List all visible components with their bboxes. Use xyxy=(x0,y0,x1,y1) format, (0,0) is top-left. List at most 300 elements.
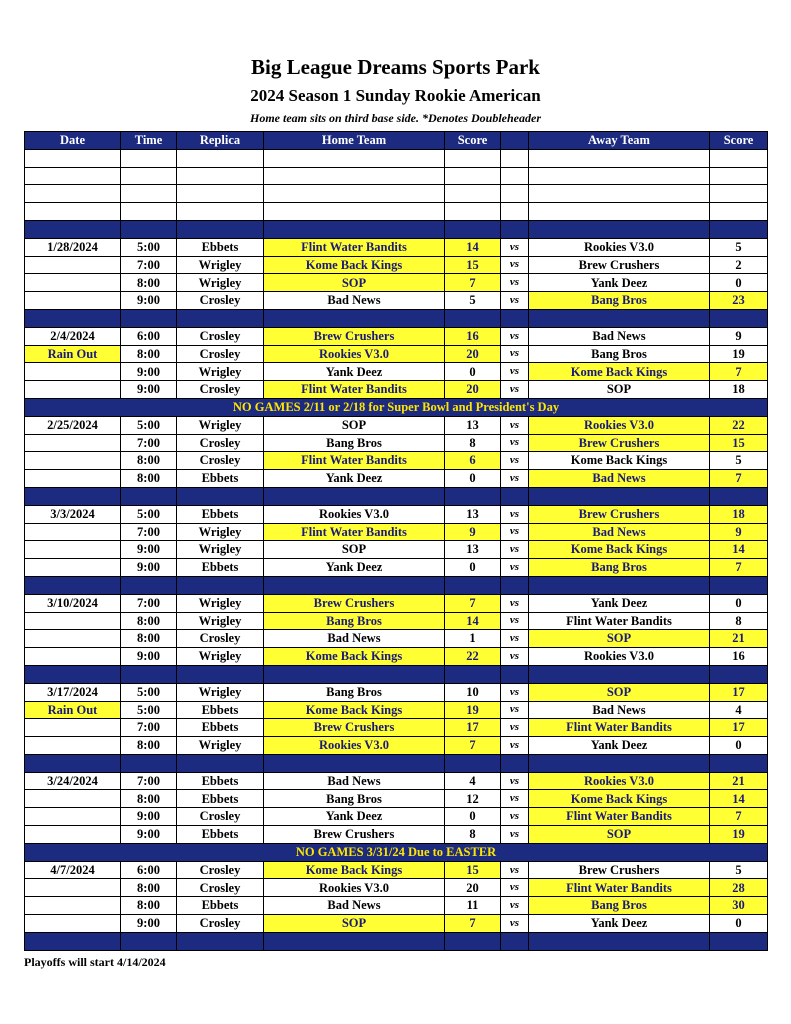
game-row xyxy=(25,790,768,808)
empty-cell xyxy=(445,203,501,221)
away-score-cell: 8 xyxy=(710,612,768,630)
time-cell: 8:00 xyxy=(121,790,177,808)
empty-cell xyxy=(501,203,529,221)
separator-cell xyxy=(501,487,529,505)
home-team-cell: Bang Bros xyxy=(264,434,445,452)
replica-cell: Ebbets xyxy=(177,559,264,577)
date-cell xyxy=(25,470,121,488)
game-row xyxy=(25,541,768,559)
home-team-cell: Rookies V3.0 xyxy=(264,879,445,897)
home-team-cell: Brew Crushers xyxy=(264,719,445,737)
home-team-cell: Yank Deez xyxy=(264,470,445,488)
blank-row xyxy=(25,167,768,185)
separator-cell xyxy=(25,754,121,772)
time-cell: 7:00 xyxy=(121,772,177,790)
time-cell: 9:00 xyxy=(121,381,177,399)
vs-cell: vs xyxy=(501,612,529,630)
separator-cell xyxy=(264,932,445,950)
away-score-cell: 9 xyxy=(710,523,768,541)
separator-cell xyxy=(445,665,501,683)
time-cell: 7:00 xyxy=(121,719,177,737)
away-score-cell: 19 xyxy=(710,826,768,844)
home-score-cell: 19 xyxy=(445,701,501,719)
vs-cell: vs xyxy=(501,826,529,844)
away-score-cell: 7 xyxy=(710,559,768,577)
separator-cell xyxy=(445,576,501,594)
page-title: Big League Dreams Sports Park xyxy=(251,55,540,79)
home-score-cell: 8 xyxy=(445,434,501,452)
separator-cell xyxy=(529,932,710,950)
away-team-cell: Bad News xyxy=(529,523,710,541)
game-row xyxy=(25,434,768,452)
separator-cell xyxy=(264,576,445,594)
game-row xyxy=(25,630,768,648)
game-row xyxy=(25,559,768,577)
replica-cell: Crosley xyxy=(177,452,264,470)
home-team-cell: Kome Back Kings xyxy=(264,648,445,666)
separator-cell xyxy=(177,576,264,594)
time-cell: 9:00 xyxy=(121,541,177,559)
away-team-cell: Bad News xyxy=(529,470,710,488)
away-team-cell: Rookies V3.0 xyxy=(529,238,710,256)
home-team-cell: Yank Deez xyxy=(264,808,445,826)
separator-cell xyxy=(25,576,121,594)
date-cell xyxy=(25,719,121,737)
vs-cell: vs xyxy=(501,737,529,755)
vs-cell: vs xyxy=(501,772,529,790)
separator-cell xyxy=(710,220,768,238)
separator-cell xyxy=(177,932,264,950)
separator-cell xyxy=(501,309,529,327)
separator-cell xyxy=(121,220,177,238)
home-score-cell: 20 xyxy=(445,381,501,399)
away-score-cell: 5 xyxy=(710,861,768,879)
time-cell: 9:00 xyxy=(121,915,177,933)
away-team-cell: SOP xyxy=(529,683,710,701)
replica-cell: Wrigley xyxy=(177,683,264,701)
home-score-cell: 15 xyxy=(445,256,501,274)
away-score-cell: 21 xyxy=(710,772,768,790)
time-cell: 5:00 xyxy=(121,683,177,701)
home-score-cell: 17 xyxy=(445,719,501,737)
empty-cell xyxy=(177,149,264,167)
separator-cell xyxy=(445,487,501,505)
col-header-home-team: Home Team xyxy=(264,132,445,150)
separator-row xyxy=(25,487,768,505)
col-header-vs xyxy=(501,132,529,150)
home-score-cell: 0 xyxy=(445,470,501,488)
game-row xyxy=(25,772,768,790)
replica-cell: Wrigley xyxy=(177,737,264,755)
separator-cell xyxy=(710,309,768,327)
away-score-cell: 15 xyxy=(710,434,768,452)
date-cell xyxy=(25,915,121,933)
schedule-table xyxy=(24,131,768,951)
notice-text: NO GAMES 3/31/24 Due to EASTER xyxy=(25,843,768,861)
replica-cell: Ebbets xyxy=(177,238,264,256)
table-header-row xyxy=(25,132,768,150)
separator-cell xyxy=(121,576,177,594)
time-cell: 8:00 xyxy=(121,274,177,292)
empty-cell xyxy=(710,185,768,203)
empty-cell xyxy=(25,149,121,167)
home-score-cell: 13 xyxy=(445,505,501,523)
replica-cell: Wrigley xyxy=(177,363,264,381)
empty-cell xyxy=(529,149,710,167)
separator-cell xyxy=(264,220,445,238)
home-score-cell: 14 xyxy=(445,612,501,630)
away-team-cell: Kome Back Kings xyxy=(529,452,710,470)
away-score-cell: 18 xyxy=(710,381,768,399)
separator-row xyxy=(25,754,768,772)
home-score-cell: 20 xyxy=(445,345,501,363)
vs-cell: vs xyxy=(501,630,529,648)
home-score-cell: 20 xyxy=(445,879,501,897)
vs-cell: vs xyxy=(501,648,529,666)
away-team-cell: Bang Bros xyxy=(529,897,710,915)
home-team-cell: Bad News xyxy=(264,292,445,310)
home-score-cell: 16 xyxy=(445,327,501,345)
separator-cell xyxy=(445,220,501,238)
away-score-cell: 19 xyxy=(710,345,768,363)
time-cell: 9:00 xyxy=(121,363,177,381)
game-row xyxy=(25,381,768,399)
away-team-cell: Bang Bros xyxy=(529,345,710,363)
away-score-cell: 14 xyxy=(710,790,768,808)
game-row xyxy=(25,701,768,719)
replica-cell: Wrigley xyxy=(177,416,264,434)
home-team-cell: SOP xyxy=(264,915,445,933)
away-score-cell: 0 xyxy=(710,274,768,292)
game-row xyxy=(25,274,768,292)
replica-cell: Ebbets xyxy=(177,826,264,844)
time-cell: 8:00 xyxy=(121,612,177,630)
game-row xyxy=(25,915,768,933)
separator-cell xyxy=(25,932,121,950)
away-team-cell: Brew Crushers xyxy=(529,434,710,452)
home-team-cell: SOP xyxy=(264,274,445,292)
empty-cell xyxy=(710,167,768,185)
empty-cell xyxy=(177,185,264,203)
game-row xyxy=(25,612,768,630)
replica-cell: Wrigley xyxy=(177,523,264,541)
home-team-cell: Kome Back Kings xyxy=(264,256,445,274)
game-row xyxy=(25,683,768,701)
vs-cell: vs xyxy=(501,861,529,879)
separator-cell xyxy=(710,487,768,505)
date-cell xyxy=(25,879,121,897)
separator-cell xyxy=(121,932,177,950)
separator-cell xyxy=(25,309,121,327)
home-score-cell: 10 xyxy=(445,683,501,701)
away-score-cell: 0 xyxy=(710,915,768,933)
empty-cell xyxy=(121,185,177,203)
home-team-cell: Bad News xyxy=(264,897,445,915)
separator-cell xyxy=(501,576,529,594)
separator-cell xyxy=(501,665,529,683)
footer-note: Playoffs will start 4/14/2024 xyxy=(24,955,166,969)
time-cell: 9:00 xyxy=(121,292,177,310)
game-row xyxy=(25,345,768,363)
time-cell: 8:00 xyxy=(121,737,177,755)
away-score-cell: 0 xyxy=(710,737,768,755)
away-team-cell: Kome Back Kings xyxy=(529,541,710,559)
date-cell xyxy=(25,363,121,381)
home-score-cell: 22 xyxy=(445,648,501,666)
empty-cell xyxy=(25,185,121,203)
time-cell: 9:00 xyxy=(121,648,177,666)
vs-cell: vs xyxy=(501,345,529,363)
separator-cell xyxy=(177,309,264,327)
away-team-cell: SOP xyxy=(529,630,710,648)
empty-cell xyxy=(264,167,445,185)
game-row xyxy=(25,826,768,844)
replica-cell: Ebbets xyxy=(177,719,264,737)
home-team-cell: Rookies V3.0 xyxy=(264,737,445,755)
home-score-cell: 13 xyxy=(445,541,501,559)
replica-cell: Ebbets xyxy=(177,505,264,523)
home-score-cell: 4 xyxy=(445,772,501,790)
separator-row xyxy=(25,220,768,238)
separator-cell xyxy=(710,932,768,950)
time-cell: 7:00 xyxy=(121,256,177,274)
home-team-cell: Flint Water Bandits xyxy=(264,452,445,470)
separator-cell xyxy=(25,220,121,238)
col-header-replica: Replica xyxy=(177,132,264,150)
replica-cell: Crosley xyxy=(177,808,264,826)
game-row xyxy=(25,327,768,345)
away-team-cell: Brew Crushers xyxy=(529,256,710,274)
home-team-cell: Bang Bros xyxy=(264,612,445,630)
vs-cell: vs xyxy=(501,701,529,719)
empty-cell xyxy=(501,167,529,185)
blank-row xyxy=(25,185,768,203)
empty-cell xyxy=(445,185,501,203)
vs-cell: vs xyxy=(501,808,529,826)
home-score-cell: 7 xyxy=(445,915,501,933)
separator-cell xyxy=(529,309,710,327)
replica-cell: Wrigley xyxy=(177,541,264,559)
replica-cell: Wrigley xyxy=(177,274,264,292)
date-cell: Rain Out xyxy=(25,345,121,363)
replica-cell: Crosley xyxy=(177,292,264,310)
empty-cell xyxy=(501,185,529,203)
away-team-cell: Yank Deez xyxy=(529,737,710,755)
home-team-cell: Brew Crushers xyxy=(264,327,445,345)
game-row xyxy=(25,452,768,470)
notice-text: NO GAMES 2/11 or 2/18 for Super Bowl and President's Day xyxy=(25,398,768,416)
away-team-cell: Brew Crushers xyxy=(529,861,710,879)
away-team-cell: Yank Deez xyxy=(529,915,710,933)
away-team-cell: SOP xyxy=(529,381,710,399)
separator-cell xyxy=(445,932,501,950)
home-team-cell: SOP xyxy=(264,416,445,434)
date-cell: 3/17/2024 xyxy=(25,683,121,701)
schedule-body xyxy=(25,149,768,950)
replica-cell: Ebbets xyxy=(177,470,264,488)
home-team-cell: Yank Deez xyxy=(264,363,445,381)
time-cell: 9:00 xyxy=(121,826,177,844)
separator-cell xyxy=(501,932,529,950)
separator-cell xyxy=(25,665,121,683)
game-row xyxy=(25,897,768,915)
time-cell: 7:00 xyxy=(121,523,177,541)
away-score-cell: 4 xyxy=(710,701,768,719)
away-score-cell: 16 xyxy=(710,648,768,666)
home-team-cell: Rookies V3.0 xyxy=(264,345,445,363)
empty-cell xyxy=(25,203,121,221)
page-note: Home team sits on third base side. *Denotes Doubleheader xyxy=(250,111,541,125)
away-score-cell: 7 xyxy=(710,808,768,826)
home-score-cell: 9 xyxy=(445,523,501,541)
away-team-cell: Brew Crushers xyxy=(529,505,710,523)
game-row xyxy=(25,808,768,826)
away-team-cell: Rookies V3.0 xyxy=(529,416,710,434)
replica-cell: Ebbets xyxy=(177,701,264,719)
away-score-cell: 2 xyxy=(710,256,768,274)
home-team-cell: Kome Back Kings xyxy=(264,861,445,879)
notice-row xyxy=(25,843,768,861)
game-row xyxy=(25,238,768,256)
date-cell: 3/3/2024 xyxy=(25,505,121,523)
away-score-cell: 17 xyxy=(710,683,768,701)
time-cell: 5:00 xyxy=(121,505,177,523)
date-cell xyxy=(25,559,121,577)
home-score-cell: 1 xyxy=(445,630,501,648)
date-cell: 3/24/2024 xyxy=(25,772,121,790)
time-cell: 5:00 xyxy=(121,416,177,434)
date-cell xyxy=(25,292,121,310)
game-row xyxy=(25,256,768,274)
home-team-cell: Bad News xyxy=(264,630,445,648)
date-cell: 3/10/2024 xyxy=(25,594,121,612)
empty-cell xyxy=(121,203,177,221)
game-row xyxy=(25,505,768,523)
game-row xyxy=(25,861,768,879)
away-team-cell: Bang Bros xyxy=(529,292,710,310)
time-cell: 8:00 xyxy=(121,879,177,897)
home-score-cell: 6 xyxy=(445,452,501,470)
vs-cell: vs xyxy=(501,915,529,933)
col-header-time: Time xyxy=(121,132,177,150)
separator-cell xyxy=(501,220,529,238)
col-header-away-team: Away Team xyxy=(529,132,710,150)
home-score-cell: 7 xyxy=(445,274,501,292)
vs-cell: vs xyxy=(501,523,529,541)
time-cell: 8:00 xyxy=(121,897,177,915)
date-cell xyxy=(25,808,121,826)
game-row xyxy=(25,363,768,381)
vs-cell: vs xyxy=(501,683,529,701)
home-team-cell: Flint Water Bandits xyxy=(264,238,445,256)
game-row xyxy=(25,594,768,612)
away-team-cell: Flint Water Bandits xyxy=(529,719,710,737)
home-team-cell: Yank Deez xyxy=(264,559,445,577)
away-team-cell: Rookies V3.0 xyxy=(529,648,710,666)
empty-cell xyxy=(177,167,264,185)
time-cell: 8:00 xyxy=(121,630,177,648)
home-score-cell: 7 xyxy=(445,594,501,612)
replica-cell: Wrigley xyxy=(177,612,264,630)
empty-cell xyxy=(25,167,121,185)
replica-cell: Wrigley xyxy=(177,256,264,274)
col-header-away-score: Score xyxy=(710,132,768,150)
separator-cell xyxy=(121,754,177,772)
home-score-cell: 14 xyxy=(445,238,501,256)
replica-cell: Crosley xyxy=(177,434,264,452)
vs-cell: vs xyxy=(501,719,529,737)
time-cell: 9:00 xyxy=(121,808,177,826)
separator-cell xyxy=(177,487,264,505)
separator-cell xyxy=(710,665,768,683)
notice-row xyxy=(25,398,768,416)
home-team-cell: Rookies V3.0 xyxy=(264,505,445,523)
empty-cell xyxy=(264,185,445,203)
vs-cell: vs xyxy=(501,327,529,345)
away-score-cell: 0 xyxy=(710,594,768,612)
home-score-cell: 5 xyxy=(445,292,501,310)
replica-cell: Wrigley xyxy=(177,648,264,666)
separator-cell xyxy=(121,309,177,327)
away-team-cell: Kome Back Kings xyxy=(529,363,710,381)
home-score-cell: 15 xyxy=(445,861,501,879)
replica-cell: Crosley xyxy=(177,381,264,399)
date-cell xyxy=(25,897,121,915)
game-row xyxy=(25,523,768,541)
empty-cell xyxy=(121,167,177,185)
away-team-cell: Flint Water Bandits xyxy=(529,612,710,630)
time-cell: 7:00 xyxy=(121,434,177,452)
page-subtitle: 2024 Season 1 Sunday Rookie American xyxy=(250,86,541,105)
separator-row xyxy=(25,309,768,327)
date-cell xyxy=(25,630,121,648)
separator-cell xyxy=(177,754,264,772)
away-score-cell: 22 xyxy=(710,416,768,434)
home-score-cell: 0 xyxy=(445,363,501,381)
separator-cell xyxy=(501,754,529,772)
home-team-cell: Flint Water Bandits xyxy=(264,523,445,541)
vs-cell: vs xyxy=(501,292,529,310)
date-cell xyxy=(25,381,121,399)
home-team-cell: Kome Back Kings xyxy=(264,701,445,719)
away-score-cell: 30 xyxy=(710,897,768,915)
time-cell: 8:00 xyxy=(121,345,177,363)
away-score-cell: 9 xyxy=(710,327,768,345)
home-team-cell: SOP xyxy=(264,541,445,559)
empty-cell xyxy=(710,149,768,167)
separator-cell xyxy=(121,487,177,505)
vs-cell: vs xyxy=(501,790,529,808)
away-score-cell: 7 xyxy=(710,470,768,488)
separator-row xyxy=(25,932,768,950)
empty-cell xyxy=(177,203,264,221)
home-team-cell: Bang Bros xyxy=(264,683,445,701)
separator-cell xyxy=(445,309,501,327)
vs-cell: vs xyxy=(501,505,529,523)
home-score-cell: 8 xyxy=(445,826,501,844)
away-team-cell: Bang Bros xyxy=(529,559,710,577)
date-cell xyxy=(25,541,121,559)
away-team-cell: Bad News xyxy=(529,327,710,345)
empty-cell xyxy=(529,167,710,185)
home-score-cell: 12 xyxy=(445,790,501,808)
date-cell xyxy=(25,274,121,292)
replica-cell: Ebbets xyxy=(177,897,264,915)
home-team-cell: Brew Crushers xyxy=(264,594,445,612)
away-team-cell: SOP xyxy=(529,826,710,844)
time-cell: 7:00 xyxy=(121,594,177,612)
replica-cell: Wrigley xyxy=(177,594,264,612)
